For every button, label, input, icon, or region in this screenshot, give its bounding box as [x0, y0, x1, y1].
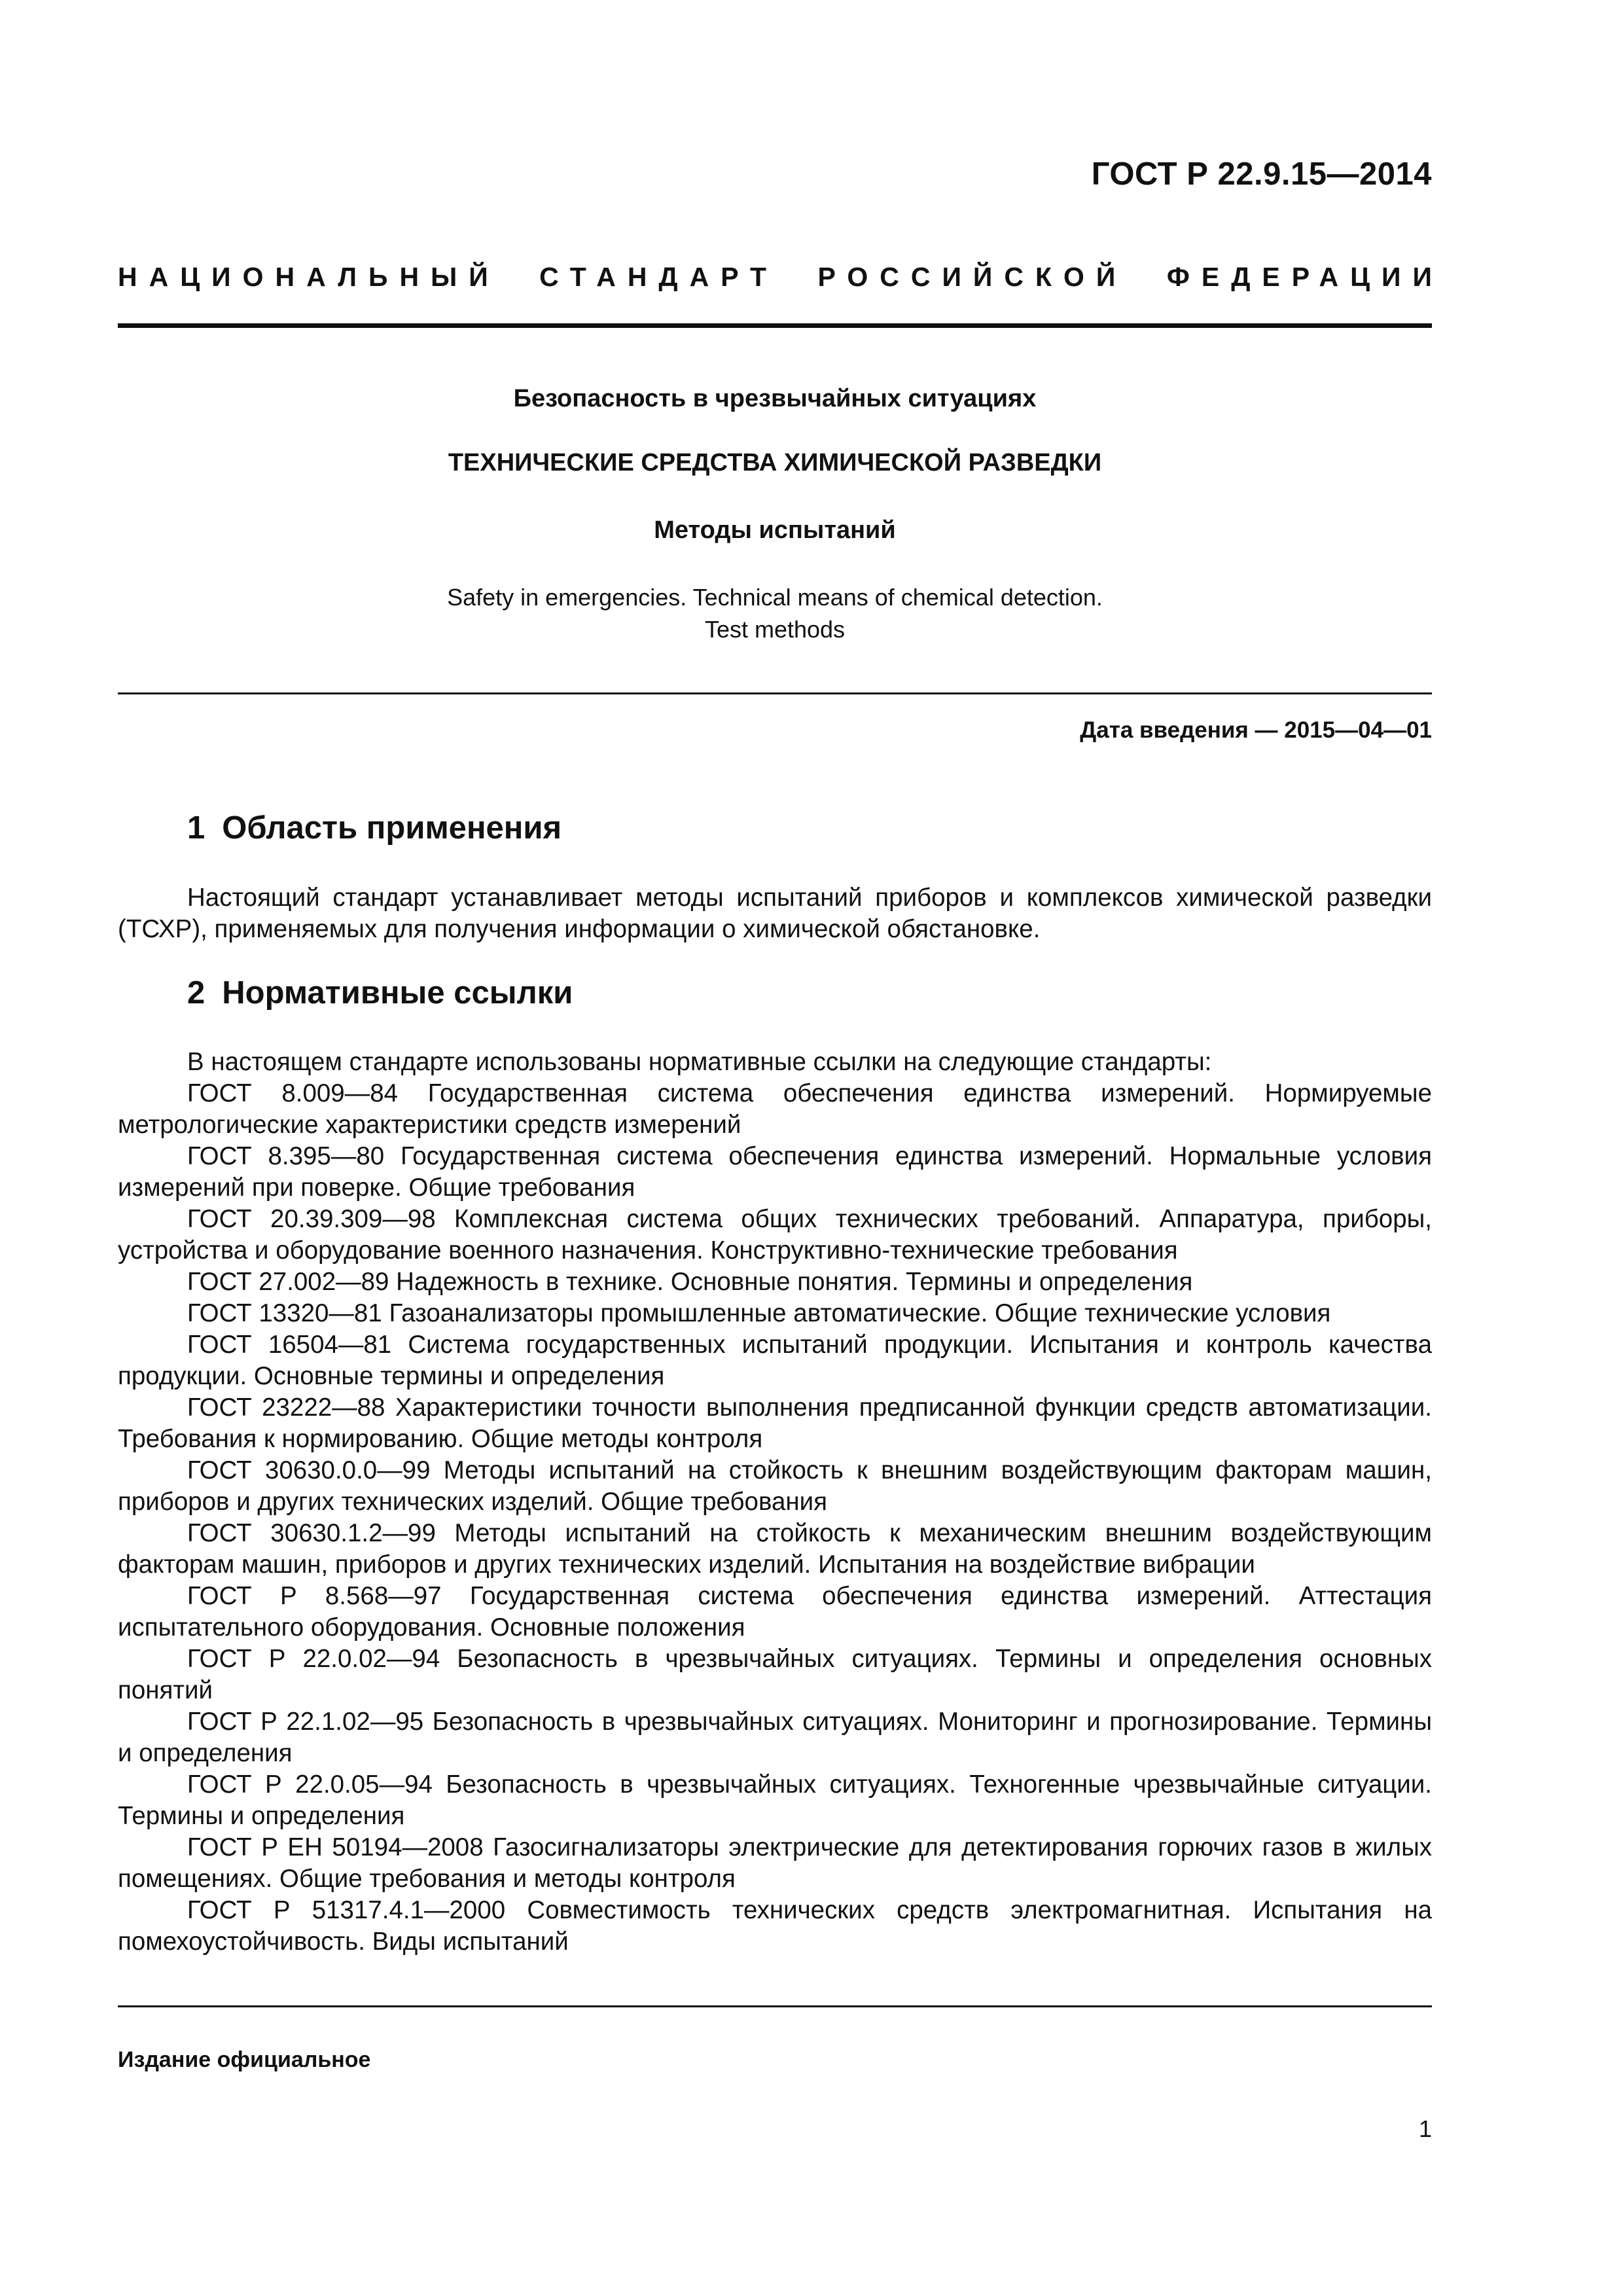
reference-item: ГОСТ 13320—81 Газоанализаторы промышленные автоматические. Общие технические условия [187, 1299, 1331, 1327]
reference-item: ГОСТ Р 22.1.02—95 Безопасность в чрезвычайных ситуациях. Мониторинг и прогнозирование. Термины и определения [118, 1708, 1432, 1767]
reference-item: ГОСТ Р ЕН 50194—2008 Газосигнализаторы электрические для детектирования горючих газов в жилых помещениях. Общие требования и методы контроля [118, 1833, 1432, 1893]
references-intro: В настоящем стандарте использованы нормативные ссылки на следующие стандарты: [187, 1048, 1212, 1076]
section-2-heading [187, 975, 573, 1011]
national-header-word: РОССИЙСКОЙ [817, 262, 1128, 292]
reference-item: ГОСТ Р 8.568—97 Государственная система обеспечения единства измерений. Аттестация испытательного оборудования. Основные положения [118, 1582, 1432, 1641]
section-1-heading [187, 810, 562, 846]
reference-item: ГОСТ Р 51317.4.1—2000 Совместимость технических средств электромагнитная. Испытания на помехоустойчивость. Виды испытаний [118, 1896, 1432, 1956]
header-divider [118, 323, 1432, 328]
section-title: Нормативные ссылки [222, 975, 573, 1011]
section-number: 1 [187, 810, 205, 846]
reference-item: ГОСТ 27.002—89 Надежность в технике. Основные понятия. Термины и определения [187, 1268, 1193, 1296]
national-standard-header [118, 262, 1444, 293]
national-header-word: СТАНДАРТ [539, 262, 779, 292]
title-main: ТЕХНИЧЕСКИЕ СРЕДСТВА ХИМИЧЕСКОЙ РАЗВЕДКИ [448, 449, 1102, 476]
official-edition-label: Издание официальное [118, 2047, 371, 2072]
section-title: Область применения [222, 810, 562, 846]
title-subtitle: Методы испытаний [654, 516, 896, 544]
title-english-line1: Safety in emergencies. Technical means of chemical detection. [447, 584, 1103, 611]
section-2-body [118, 1047, 1432, 1958]
reference-item: ГОСТ 30630.1.2—99 Методы испытаний на стойкость к механическим внешним воздействующим факторам машин, приборов и других технических изделий. Испытания на воздействие вибрации [118, 1519, 1432, 1579]
reference-item: ГОСТ 16504—81 Система государственных испытаний продукции. Испытания и контроль качества продукции. Основные термины и определения [118, 1331, 1432, 1390]
document-number: ГОСТ Р 22.9.15—2014 [1091, 156, 1432, 192]
reference-item: ГОСТ 23222—88 Характеристики точности выполнения предписанной функции средств автоматизации. Требования к нормированию. Общие методы контроля [118, 1393, 1432, 1453]
footer-divider [118, 2005, 1432, 2007]
reference-item: ГОСТ Р 22.0.05—94 Безопасность в чрезвычайных ситуациях. Техногенные чрезвычайные ситуации. Термины и определения [118, 1770, 1432, 1830]
section-number: 2 [187, 975, 205, 1011]
page-number: 1 [1418, 2115, 1432, 2142]
title-divider [118, 692, 1432, 694]
reference-item: ГОСТ 20.39.309—98 Комплексная система общих технических требований. Аппаратура, приборы, устройства и оборудование военного назначения. Конструктивно-технические требования [118, 1205, 1432, 1265]
reference-item: ГОСТ 8.395—80 Государственная система обеспечения единства измерений. Нормальные условия измерений при поверке. Общие требования [118, 1142, 1432, 1202]
reference-item: ГОСТ 30630.0.0—99 Методы испытаний на стойкость к внешним воздействующим факторам машин, приборов и других технических изделий. Общие требования [118, 1456, 1432, 1516]
title-category: Безопасность в чрезвычайных ситуациях [513, 385, 1037, 412]
reference-item: ГОСТ Р 22.0.02—94 Безопасность в чрезвычайных ситуациях. Термины и определения основных понятий [118, 1645, 1432, 1704]
scope-paragraph: Настоящий стандарт устанавливает методы испытаний приборов и комплексов химической разведки (ТСХР), применяемых для получения информации о химической обястановке. [118, 884, 1432, 943]
introduction-date: Дата введения — 2015—04—01 [1080, 717, 1432, 743]
reference-item: ГОСТ 8.009—84 Государственная система обеспечения единства измерений. Нормируемые метрологические характеристики средств измерений [118, 1079, 1432, 1139]
section-1-body [118, 882, 1432, 945]
title-english-line2: Test methods [704, 616, 846, 643]
national-header-word: ФЕДЕРАЦИИ [1166, 262, 1444, 292]
national-header-word: НАЦИОНАЛЬНЫЙ [118, 262, 500, 292]
